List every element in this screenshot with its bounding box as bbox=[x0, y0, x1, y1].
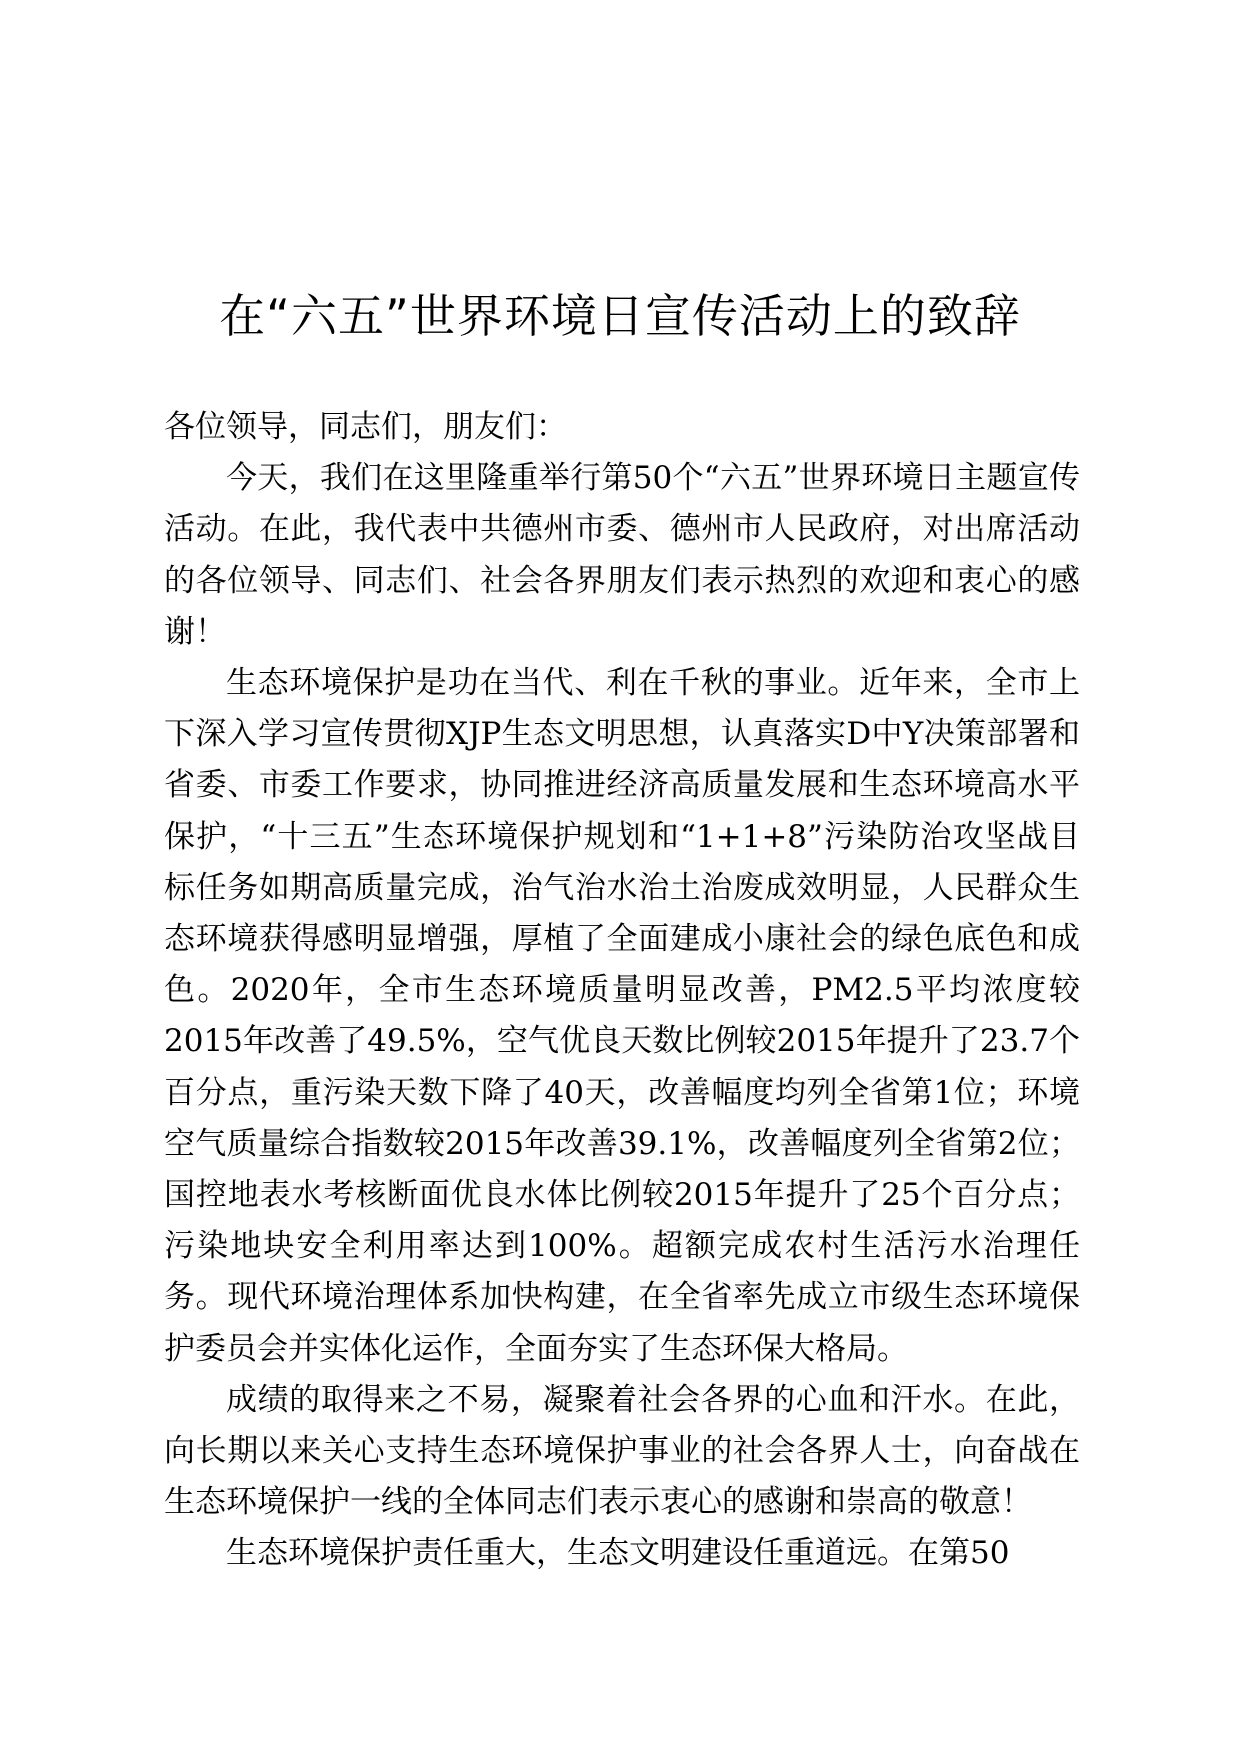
salutation: 各位领导，同志们，朋友们： bbox=[164, 409, 567, 445]
document-title: 在“六五”世界环境日宣传活动上的致辞 bbox=[219, 289, 1021, 343]
paragraph-1: 今天，我们在这里隆重举行第50个“六五”世界环境日主题宣传活动。在此，我代表中共德州市委、德州市人民政府，对出席活动的各位领导、同志们、社会各界朋友们表示热烈的欢迎和衷心的感谢！ bbox=[164, 460, 1080, 650]
paragraph-2: 生态环境保护是功在当代、利在千秋的事业。近年来，全市上下深入学习宣传贯彻XJP生态文明思想，认真落实D中Y决策部署和省委、市委工作要求，协同推进经济高质量发展和生态环境高水平保护，“十三五”生态环境保护规划和“1+1+8”污染防治攻坚战目标任务如期高质量完成，治气治水治土治废成效明显，人民群众生态环境获得感明显增强，厚植了全面建成小康社会的绿色底色和成色。2020年，全市生态环境质量明显改善，PM2.5平均浓度较2015年改善了49.5%，空气优良天数比例较2015年提升了23.7个百分点，重污染天数下降了40天，改善幅度均列全省第1位；环境空气质量综合指数较2015年改善39.1%，改善幅度列全省第2位；国控地表水考核断面优良水体比例较2015年提升了25个百分点；污染地块安全利用率达到100%。超额完成农村生活污水治理任务。现代环境治理体系加快构建，在全省率先成立市级生态环境保护委员会并实体化运作，全面夯实了生态环保大格局。 bbox=[164, 665, 1080, 1367]
document-body bbox=[164, 402, 1080, 1580]
paragraph-4: 生态环境保护责任重大，生态文明建设任重道远。在第50 bbox=[226, 1535, 1010, 1572]
paragraph-3: 成绩的取得来之不易，凝聚着社会各界的心血和汗水。在此，向长期以来关心支持生态环境保护事业的社会各界人士，向奋战在生态环境保护一线的全体同志们表示衷心的感谢和崇高的敬意！ bbox=[164, 1381, 1080, 1521]
